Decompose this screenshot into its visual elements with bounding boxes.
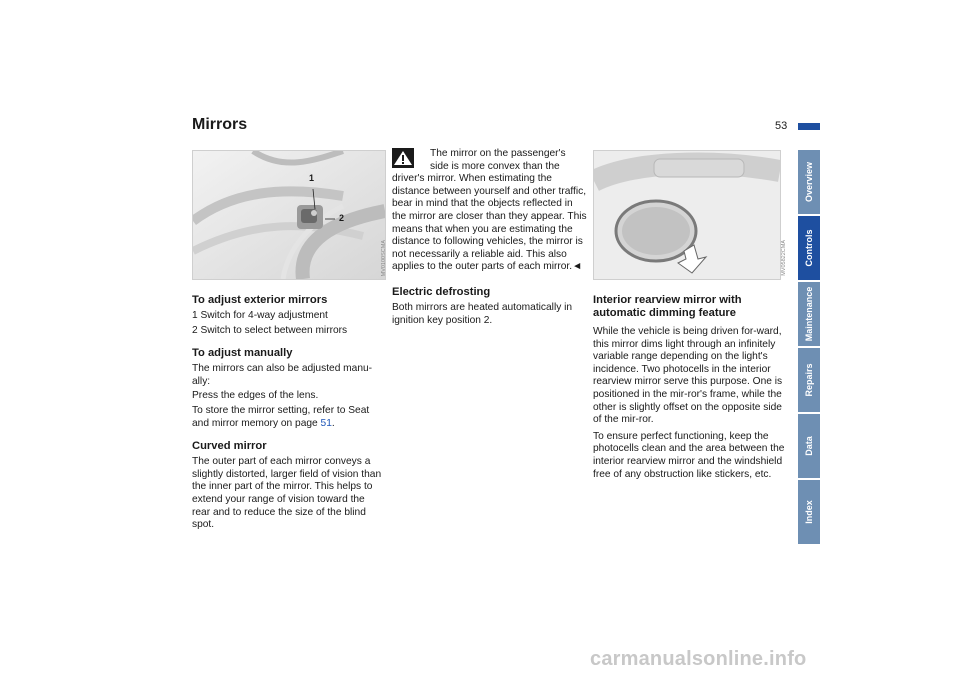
figure-code-right: MV05822CMA (781, 240, 787, 276)
tab-overview[interactable] (798, 150, 820, 214)
interior-mirror-heading: Interior rearview mirror with automatic dimming feature (593, 294, 742, 319)
tab-data[interactable] (798, 414, 820, 478)
tab-repairs[interactable] (798, 348, 820, 412)
end-mark: ◄ (572, 261, 583, 273)
tab-maintenance[interactable] (798, 282, 820, 346)
adjust-manually-p3-text: To store the mirror setting, refer to Seat and mirror memory on page (192, 404, 370, 429)
page-number: 53 (775, 120, 788, 132)
tab-controls-label: Controls (804, 229, 814, 267)
tab-controls[interactable] (798, 216, 820, 280)
site-watermark: carmanualsonline.info (590, 648, 807, 670)
page-number-bar (798, 123, 820, 130)
tab-repairs-label: Repairs (804, 363, 814, 397)
left-column (192, 294, 384, 534)
curved-mirror-text: The outer part of each mirror conveys a slightly distorted, larger field of vision than the inner part of the mirror. This helps to extend your range of vision toward the rear and to reduce the size of the blind spot. (192, 456, 382, 531)
exterior-mirror-switch-figure (192, 150, 386, 280)
right-column (593, 294, 785, 483)
interior-mirror-illustration (594, 151, 780, 279)
door-panel-illustration (193, 151, 385, 279)
tab-index[interactable] (798, 480, 820, 544)
warning-second-line: side is more convex than the (430, 160, 560, 172)
legend-item-1: 1 Switch for 4-way adjustment (192, 310, 328, 321)
adjust-manually-p3-end: . (331, 417, 335, 429)
electric-defrosting-text: Both mirrors are heated automatically in ignition key position 2. (392, 301, 573, 326)
figure-code-left: MV0100SCMA (381, 240, 387, 277)
interior-mirror-figure (593, 150, 781, 280)
legend-item-2: 2 Switch to select between mirrors (192, 324, 348, 336)
page-link-51[interactable]: 51 (320, 417, 332, 429)
adjust-manually-p1: The mirrors can also be adjusted manu-ally: (192, 363, 373, 387)
warning-first-line: The mirror on the passenger's (430, 148, 566, 159)
tab-data-label: Data (804, 436, 814, 456)
interior-mirror-p1: While the vehicle is being driven for-ward, this mirror dims light through an infinitely variable range depending on the light's incidence. Two photocells in the interior rearview mirror serve this purpose. One is positioned in the mir-ror's frame, while the other is slightly offset on the opposite side of the mir-ror. (593, 326, 783, 426)
middle-column (392, 148, 588, 329)
adjust-exterior-heading: To adjust exterior mirrors (192, 294, 328, 306)
tab-overview-label: Overview (804, 161, 814, 203)
tab-index-label: Index (804, 500, 814, 524)
adjust-manually-p3 (192, 405, 384, 430)
electric-defrosting-heading: Electric defrosting (392, 285, 491, 298)
callout-1: 1 (309, 173, 315, 183)
callout-2: 2 (339, 213, 345, 223)
adjust-manually-p2: Press the edges of the lens. (192, 390, 319, 402)
page-title: Mirrors (192, 116, 248, 133)
tab-maintenance-label: Maintenance (804, 286, 814, 342)
warning-rest: driver's mirror. When estimating the distance between yourself and other traffic, bear in mind that the objects reflected in the mirror are closer than they appear. This means that when you are estimating the distance to following vehicles, the mirror is not necessarily a reliable aid. This also applies to the outer parts of each mirror. (392, 173, 587, 273)
interior-mirror-p2: To ensure perfect functioning, keep the photocells clean and the area between the interior rearview mirror and the windshield free of any obstruction like stickers, etc. (593, 430, 785, 480)
adjust-manually-heading: To adjust manually (192, 347, 293, 360)
warning-text (392, 173, 588, 274)
curved-mirror-heading: Curved mirror (192, 440, 267, 453)
